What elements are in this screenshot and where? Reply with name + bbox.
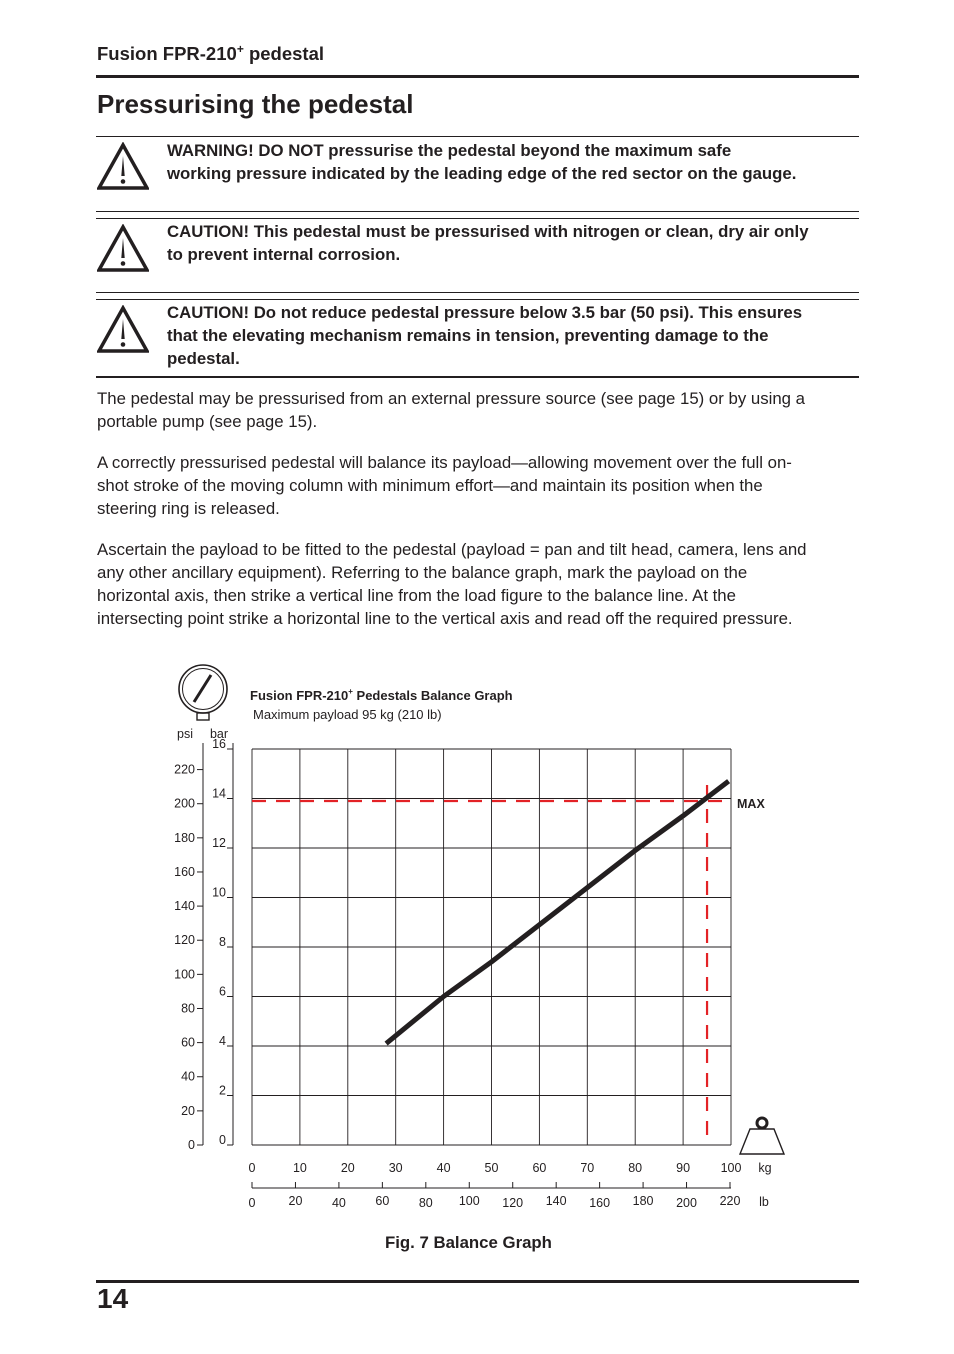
kg-tick-label: 50 [484,1161,499,1175]
kg-tick-label: 30 [388,1161,403,1175]
lb-tick-label: 220 [719,1194,741,1208]
bar-axis-label: bar [209,727,229,741]
chart-title: Fusion FPR-210+ Pedestals Balance Graph [250,687,513,703]
psi-tick-label: 40 [181,1069,195,1084]
figure-caption: Fig. 7 Balance Graph [385,1233,552,1252]
lb-tick-label: 140 [545,1194,567,1208]
warning-notice: WARNING! DO NOT pressurise the pedestal beyond the maximum safe working pressure indicated by the leading edge of the red sector on the gauge. [167,141,797,183]
running-header: Fusion FPR-210+ pedestal [97,42,325,64]
lb-tick-label: 0 [248,1196,256,1210]
lb-axis-label: lb [759,1195,769,1209]
kg-tick-label: 60 [532,1161,547,1175]
lb-tick-label: 180 [632,1194,654,1208]
kg-tick-label: 0 [248,1161,256,1175]
paragraph: Ascertain the payload to be fitted to the pedestal (payload = pan and tilt head, camera, lens and any other ancillary equipment). Referring to the balance graph, mark the payload on the horizontal axis, then strike a vertical line from the load figure to the balance line. At the intersecting point strike a horizontal line to the vertical axis and read off the required pressure. [97,540,807,628]
bar-tick-label: 12 [212,836,226,850]
psi-tick-label: 20 [181,1103,195,1118]
page-title: Pressurising the pedestal [97,89,414,119]
psi-tick-label: 200 [174,796,195,811]
lb-tick-label: 200 [676,1196,697,1210]
lb-tick-label: 100 [458,1194,480,1208]
weight-icon [738,1114,786,1156]
lb-tick-label: 120 [502,1196,524,1210]
bar-tick-label: 0 [219,1133,226,1147]
psi-tick-label: 160 [174,864,195,879]
psi-tick-label: 0 [188,1138,195,1152]
psi-tick-label: 80 [181,1001,195,1016]
psi-tick-label: 120 [174,933,195,948]
kg-tick-label: 80 [628,1161,643,1175]
lb-tick-label: 20 [288,1194,303,1208]
psi-axis-label: psi [177,727,193,741]
caution-notice-pressure: CAUTION! Do not reduce pedestal pressure below 3.5 bar (50 psi). This ensures that the elevating mechanism remains in tension, preventing damage to the pedestal. [167,303,803,368]
bar-tick-label: 10 [212,885,226,900]
bar-tick-label: 2 [219,1083,226,1098]
psi-tick-label: 140 [174,899,195,914]
psi-tick-label: 60 [181,1035,195,1050]
lb-tick-label: 160 [589,1196,611,1210]
psi-tick-label: 100 [174,967,195,982]
lb-tick-label: 60 [375,1194,390,1208]
max-label: MAX [737,797,765,811]
bar-tick-label: 8 [219,935,226,949]
lb-tick-label: 80 [418,1196,433,1210]
caution-notice-gas: CAUTION! This pedestal must be pressurised with nitrogen or clean, dry air only to prevent internal corrosion. [167,222,809,264]
chart-subtitle: Maximum payload 95 kg (210 lb) [253,707,442,722]
paragraph: A correctly pressurised pedestal will balance its payload—allowing movement over the full on- shot stroke of the moving column with minimum effort—and maintain its position when the steering ring is released. [97,453,792,518]
kg-tick-label: 20 [340,1161,355,1175]
psi-tick-label: 220 [174,762,195,777]
balance-line [386,781,728,1043]
bar-tick-label: 16 [212,737,226,751]
kg-tick-label: 100 [720,1161,742,1175]
kg-tick-label: 40 [436,1161,451,1175]
kg-tick-label: 90 [676,1161,691,1175]
bar-tick-label: 4 [219,1034,226,1048]
kg-tick-label: 10 [292,1161,307,1175]
bar-tick-label: 14 [212,786,226,801]
psi-tick-label: 180 [174,830,195,845]
footer-rule [96,1280,859,1283]
kg-axis-label: kg [758,1161,772,1175]
bar-tick-label: 6 [219,984,226,999]
paragraph: The pedestal may be pressurised from an external pressure source (see page 15) or by using a portable pump (see page 15). [97,389,805,431]
lb-tick-label: 40 [331,1196,346,1210]
kg-tick-label: 70 [580,1161,595,1175]
page-number: 14 [97,1283,129,1314]
